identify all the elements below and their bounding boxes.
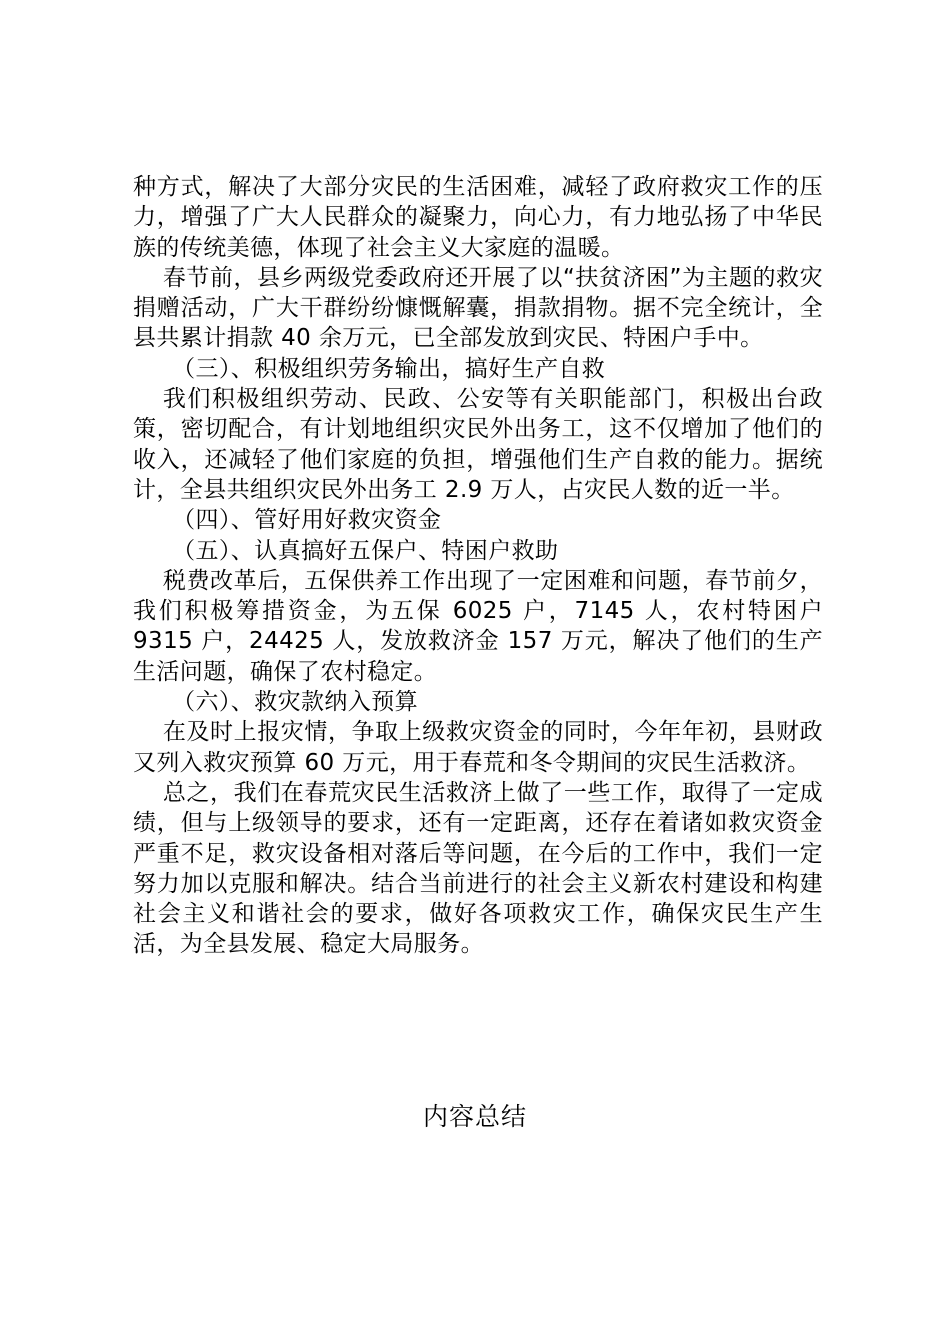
paragraph-labor-export: 我们积极组织劳动、民政、公安等有关职能部门，积极出台政策，密切配合，有计划地组织灾民外出务工，这不仅增加了他们的收入，还减轻了他们家庭的负担，增强他们生产自救的能力。据统计，全县共组织灾民外出务工 2.9 万人，占灾民人数的近一半。	[133, 386, 823, 503]
paragraph-continuation: 种方式，解决了大部分灾民的生活困难，减轻了政府救灾工作的压力，增强了广大人民群众的凝聚力，向心力，有力地弘扬了中华民族的传统美德，体现了社会主义大家庭的温暖。	[133, 174, 823, 261]
paragraph-donation-activity: 春节前，县乡两级党委政府还开展了以“扶贫济困”为主题的救灾捐赠活动，广大干群纷纷慷慨解囊，捐款捐物。据不完全统计，全县共累计捐款 40 余万元，已全部发放到灾民、特困户手中。	[133, 264, 823, 352]
paragraph-budget: 在及时上报灾情，争取上级救灾资金的同时，今年年初，县财政又列入救灾预算 60 万元，用于春荒和冬令期间的灾民生活救济。	[133, 719, 823, 776]
paragraph-conclusion: 总之，我们在春荒灾民生活救济上做了一些工作，取得了一定成绩，但与上级领导的要求，还有一定距离，还存在着诸如救灾资金严重不足，救灾设备相对落后等问题，在今后的工作中，我们一定努力加以克服和解决。结合当前进行的社会主义新农村建设和构建社会主义和谐社会的要求，做好各项救灾工作，确保灾民生产生活，为全县发展、稳定大局服务。	[133, 779, 823, 958]
section-heading-labor-export: （三）、积极组织劳务输出，搞好生产自救	[172, 355, 606, 382]
paragraph-five-guarantee: 税费改革后，五保供养工作出现了一定困难和问题，春节前夕，我们积极筹措资金，为五保 6025 户，7145 人，农村特困户 9315 户，24425 人，发放救济金 157 万元，解决了他们的生产生活问题，确保了农村稳定。	[133, 567, 823, 685]
section-heading-five-guarantee: （五）、认真搞好五保户、特困户救助	[172, 537, 559, 564]
summary-title: 内容总结	[422, 1102, 527, 1131]
document-body	[133, 172, 823, 960]
section-heading-relief-funds: （四）、管好用好救灾资金	[172, 507, 442, 534]
section-heading-budget: （六）、救灾款纳入预算	[172, 689, 418, 716]
